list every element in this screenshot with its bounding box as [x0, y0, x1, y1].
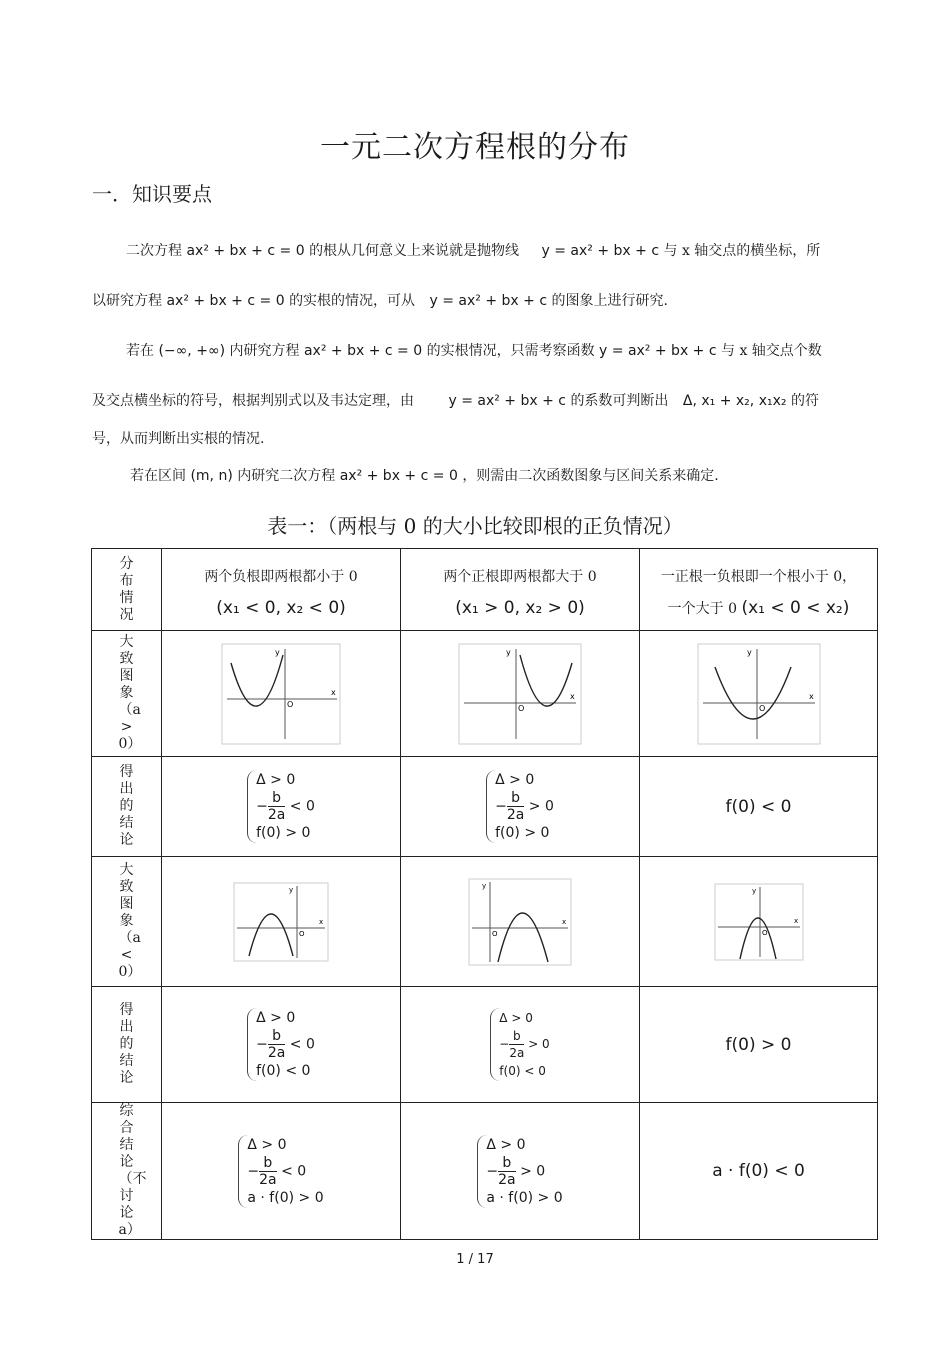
svg-text:O: O	[287, 699, 294, 709]
condition-system: Δ > 0 − $\frac{b}{2a}$ > 0 f(0) > 0	[401, 757, 640, 857]
svg-text:y: y	[746, 647, 752, 657]
graph-cell	[162, 857, 401, 987]
svg-text:x: x	[793, 916, 798, 925]
parabola-graph-one-each-down	[714, 883, 804, 961]
svg-text:y: y	[506, 647, 511, 657]
page-number: 1 / 17	[456, 1252, 494, 1267]
graph-row-a-positive	[92, 631, 878, 757]
svg-text:O: O	[518, 703, 525, 713]
row-header-conclusion-neg: 得出的结论	[92, 987, 162, 1103]
svg-text:x: x	[319, 917, 324, 926]
paragraph-1: 二次方程 ax² + bx + c = 0 的根从几何意义上来说就是抛物线 y = ax² + bx + c 与 x 轴交点的横坐标，所	[126, 243, 821, 259]
row-header-combined: 综合结论（不讨论 a）	[92, 1103, 162, 1240]
section-heading: 一．知识要点	[92, 182, 212, 206]
paragraph-3: 若在 (−∞, +∞) 内研究方程 ax² + bx + c = 0 的实根情况，只需考察函数 y = ax² + bx + c 与 x 轴交点个数	[126, 343, 822, 359]
paragraph-4: 及交点横坐标的符号，根据判别式以及韦达定理，由 y = ax² + bx + c 的系数可判断出 Δ, x₁ + x₂, x₁x₂ 的符	[92, 393, 819, 409]
table-caption: 表一：（两根与 0 的大小比较即根的正负情况）	[267, 514, 683, 538]
condition-system: Δ > 0 − $\frac{b}{2a}$ < 0 f(0) < 0	[162, 987, 401, 1103]
parabola-graph-one-each	[697, 643, 821, 745]
svg-text:x: x	[808, 691, 814, 701]
svg-text:x: x	[570, 691, 575, 701]
row-header-graph-neg: 大致图象（a < 0）	[92, 857, 162, 987]
svg-text:y: y	[751, 886, 756, 895]
conclusion-row-a-positive	[92, 757, 878, 857]
conclusion-row-a-negative	[92, 987, 878, 1103]
svg-text:y: y	[482, 881, 487, 890]
parabola-graph-two-negative	[221, 643, 341, 745]
condition-single: f(0) > 0	[640, 987, 878, 1103]
paragraph-5: 号，从而判断出实根的情况.	[92, 431, 265, 447]
row-header-graph-pos: 大致图象（a > 0）	[92, 631, 162, 757]
svg-text:O: O	[492, 929, 498, 938]
root-distribution-table	[91, 548, 878, 1240]
graph-row-a-negative	[92, 857, 878, 987]
condition-system: Δ > 0 − $\frac{b}{2a}$ > 0 f(0) < 0	[401, 987, 640, 1103]
col-header-two-positive: 两个正根即两根都大于 0 (x₁ > 0, x₂ > 0)	[401, 549, 640, 631]
table-header-row	[92, 549, 878, 631]
svg-text:O: O	[299, 929, 305, 938]
parabola-graph-two-positive	[458, 643, 582, 745]
svg-text:O: O	[758, 703, 765, 713]
paragraph-2: 以研究方程 ax² + bx + c = 0 的实根的情况，可从 y = ax² + bx + c 的图象上进行研究.	[92, 293, 668, 309]
graph-cell	[640, 857, 878, 987]
svg-text:x: x	[331, 687, 336, 697]
graph-cell	[401, 631, 640, 757]
col-header-one-each: 一正根一负根即一个根小于 0， 一个大于 0 (x₁ < 0 < x₂)	[640, 549, 878, 631]
condition-single: a · f(0) < 0	[640, 1103, 878, 1240]
svg-text:O: O	[761, 928, 768, 937]
graph-cell	[162, 631, 401, 757]
parabola-graph-two-negative-down	[233, 882, 329, 962]
graph-cell	[640, 631, 878, 757]
svg-text:x: x	[562, 917, 567, 926]
row-header-conclusion-pos: 得出的结论	[92, 757, 162, 857]
graph-cell	[401, 857, 640, 987]
row-header-distribution: 分布情况	[92, 549, 162, 631]
conclusion-row-combined	[92, 1103, 878, 1240]
page-title: 一元二次方程根的分布	[320, 130, 630, 165]
condition-system: Δ > 0 − $\frac{b}{2a}$ < 0 f(0) > 0	[162, 757, 401, 857]
col-header-two-negative: 两个负根即两根都小于 0 (x₁ < 0, x₂ < 0)	[162, 549, 401, 631]
condition-single: f(0) < 0	[640, 757, 878, 857]
condition-system: Δ > 0 − $\frac{b}{2a}$ > 0 a · f(0) > 0	[401, 1103, 640, 1240]
svg-text:y: y	[275, 647, 280, 657]
parabola-graph-two-positive-down	[468, 878, 572, 966]
svg-text:y: y	[289, 885, 294, 894]
condition-system: Δ > 0 − $\frac{b}{2a}$ < 0 a · f(0) > 0	[162, 1103, 401, 1240]
paragraph-6: 若在区间 (m, n) 内研究二次方程 ax² + bx + c = 0 ，则需由二次函数图象与区间关系来确定.	[130, 468, 719, 484]
